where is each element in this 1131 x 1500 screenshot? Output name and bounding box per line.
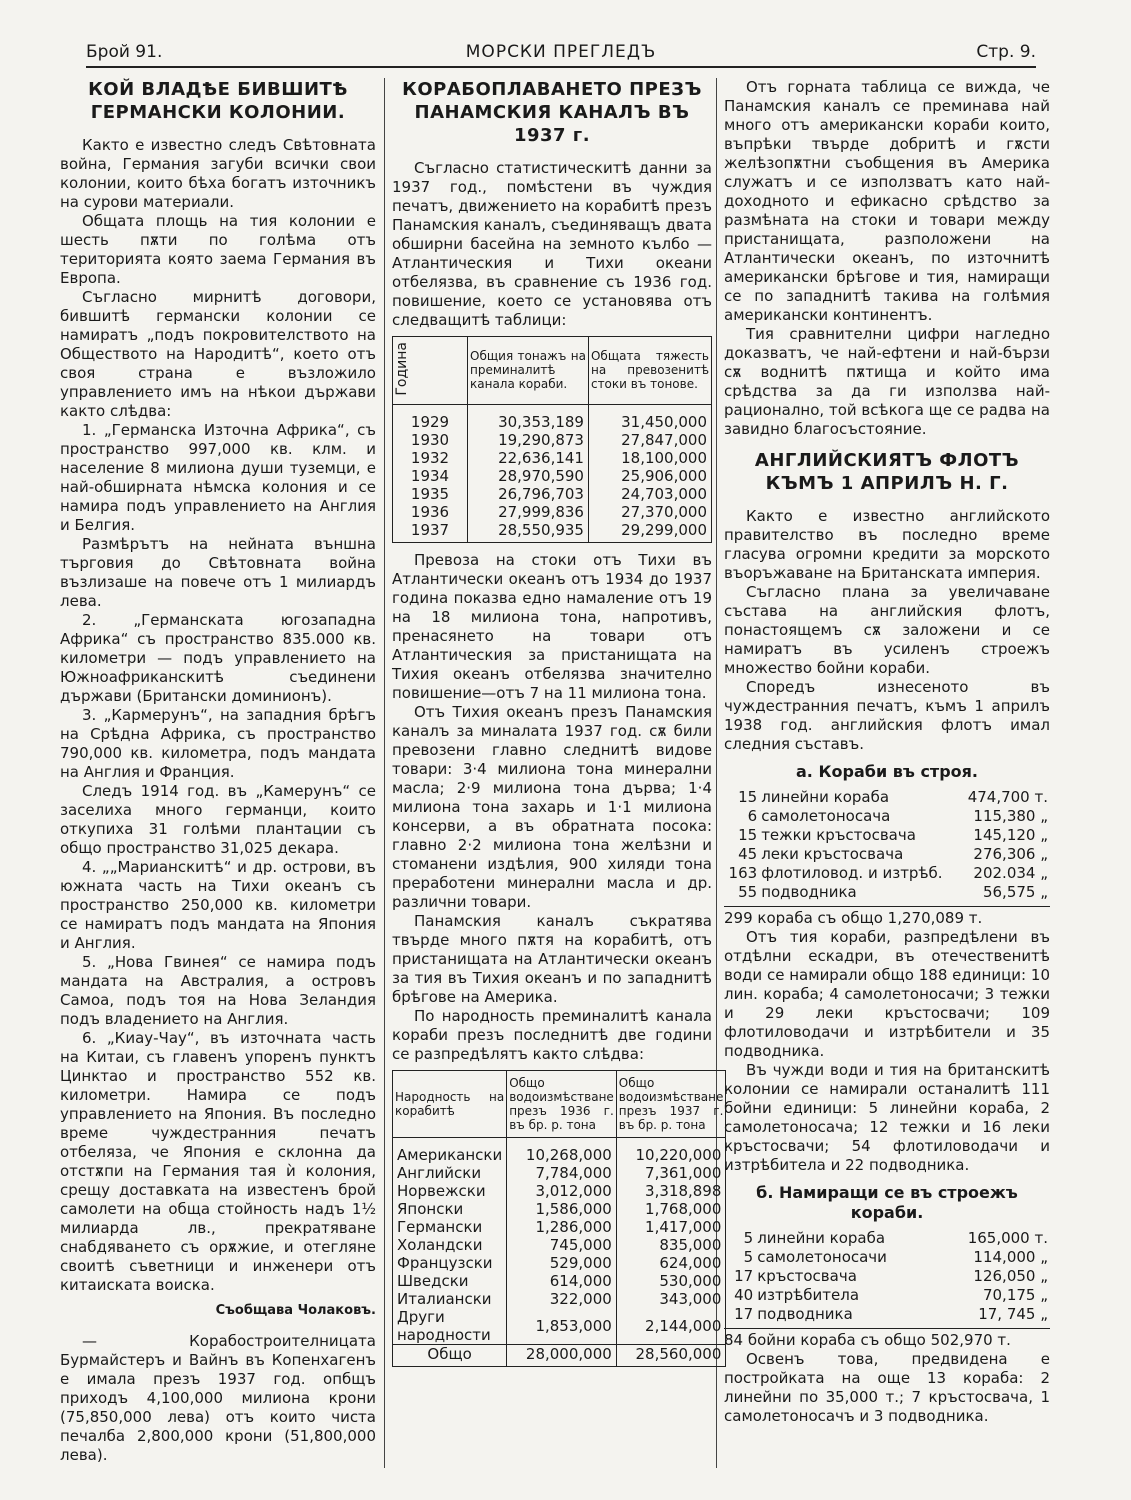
table-row [393, 485, 712, 503]
paragraph: Панамския каналъ съкратява твърде много пѫтя на корабитѣ, отъ пристанищата на Атлантически океанъ за тия въ Тихия океанъ и по западнитѣ брѣгове на Америка. [392, 911, 712, 1006]
table-cell: 165,000 т. [967, 1229, 1048, 1247]
table-cell: 17 [734, 1305, 754, 1323]
shipyard-note: — Корабостроителницата Бурмайстеръ и Вайнъ въ Копенхагенъ е имала презъ 1937 год. опбщъ приходъ 4,100,000 милиона крони (75,850,000 лева) отъ които чиста печалба 2,800,000 крони (51,800,000 лева). [60, 1332, 376, 1464]
table-cell: 19,290,873 [468, 431, 589, 449]
table-cell: 1930 [393, 431, 468, 449]
table-cell: 624,000 [616, 1254, 726, 1272]
table-header: Година [393, 337, 468, 405]
paragraph: Отъ тия кораби, разпредѣлени въ отдѣлни ескадри, въ отечественитѣ води се намирали общо 188 единици: 10 лин. кораба; 4 самолетоносачи; 3 тежки и 29 леки кръстосвачи; 109 флотиловодачи и изтрѣбители и 35 подводника. [724, 928, 1050, 1060]
table-cell: 835,000 [616, 1236, 726, 1254]
paragraph: Споредъ изнесеното въ чуждестранния печатъ, къмъ 1 априлъ 1938 год. английския флотъ имал следния съставъ. [724, 678, 1050, 753]
table-cell: 15 [738, 788, 758, 806]
fleet-row [724, 883, 1050, 902]
table-header: Общия тонажъ на преминалитѣ канала кораби. [468, 337, 589, 405]
column-colonies [60, 78, 376, 1465]
table-cell: 31,450,000 [588, 404, 711, 431]
table-cell: Японски [393, 1200, 507, 1218]
table-cell: тежки кръстосвача [761, 826, 916, 844]
table-cell: 22,636,141 [468, 449, 589, 467]
table-cell: изтрѣбитела [757, 1286, 860, 1304]
paragraph: 6. „Киау-Чау“, въ източната часть на Китаи, съ главенъ упоренъ пунктъ Цинктао и пространство 552 кв. километри. Намира се подъ управлението на Япония. Въ последно време чуждестранния печатъ отбеляза, че Япония е склонна да отстѫпи на Германия тая ѝ колония, срещу доставката на известенъ брой самолети на обща стойность надъ 1½ милиарда лв., прекратяване снабдяването съ орѫжие, и отегляне своитѣ съветници и инженери отъ китаиската воиска. [60, 1029, 376, 1294]
paragraph: Тия сравнителни цифри нагледно доказватъ, че най-ефтени и най-бързи сѫ воднитѣ пѫтища и който има срѣдства за да ги използва най-рационално, той всѣкога ще се радва на завидно благосъстояние. [724, 325, 1050, 438]
table-cell: 7,361,000 [616, 1164, 726, 1182]
section-heading: а. Кораби въ строя. [796, 762, 978, 781]
table-row [393, 449, 712, 467]
table-cell: Шведски [393, 1272, 507, 1290]
table-cell: 3,318,898 [616, 1182, 726, 1200]
table-cell: 474,700 т. [967, 788, 1048, 806]
table-cell: подводника [757, 1305, 853, 1323]
table-cell: 1,586,000 [507, 1200, 617, 1218]
paragraph: 1. „Германска Източна Африка“, съ пространство 997,000 кв. клм. и население 8 милиона души туземци, е най-обширната нѣмска колония и се намира подъ управлението на Англия и Белгия. [60, 421, 376, 534]
table-cell: 15 [738, 826, 758, 844]
table-cell: 18,100,000 [588, 449, 711, 467]
table-row [393, 1182, 726, 1200]
table-row [393, 1290, 726, 1308]
table-cell: самолетоносачи [757, 1248, 887, 1266]
paragraph: 2. „Германската югозападна Африка“ съ пространство 835.000 кв. километри — подъ управлението на Южноафриканскитѣ съединени държави (Британски доминионъ). [60, 611, 376, 705]
table-header: Общо водоизмѣстване презъ 1937 г. въ бр. р. тона [616, 1070, 726, 1137]
table-cell: 28,000,000 [507, 1344, 617, 1366]
table-cell: 27,370,000 [588, 503, 711, 521]
table-cell: 530,000 [616, 1272, 726, 1290]
table-cell: 27,847,000 [588, 431, 711, 449]
table-cell: 28,970,590 [468, 467, 589, 485]
table-cell: 1937 [393, 521, 468, 543]
table-row [393, 1218, 726, 1236]
table-row [393, 467, 712, 485]
table-cell: 10,220,000 [616, 1137, 726, 1164]
fleet-building-total: 84 бойни кораба съ общо 502,970 т. [724, 1328, 1050, 1350]
table-cell: 614,000 [507, 1272, 617, 1290]
paragraph: Следъ 1914 год. въ „Камерунъ“ се заселиха много германци, които откупиха 31 голѣми плантации съ общо пространство 31,025 декара. [60, 782, 376, 857]
article-title: КОЙ ВЛАДѢЕ БИВШИТѢ ГЕРМАНСКИ КОЛОНИИ. [88, 79, 348, 123]
table-cell: 45 [738, 845, 758, 863]
table-cell: 145,120 „ [973, 826, 1048, 844]
page-header [86, 36, 1036, 68]
table-cell: 29,299,000 [588, 521, 711, 543]
article-signature: Съобщава Чолаковъ. [215, 1303, 376, 1318]
final-paragraph: Освенъ това, предвидена е постройката на още 13 кораба: 2 линейни по 35,000 т.; 7 кръстосвача, 1 самолетоносачъ и 3 подводника. [724, 1350, 1050, 1425]
paragraph: Както е известно следъ Свѣтовната война, Германия загуби всички свои колонии, които бѣха богатъ източникъ на сурови материали. [60, 136, 376, 211]
journal-title: МОРСКИ ПРЕГЛЕДЪ [465, 42, 657, 62]
article-title: КОРАБОПЛАВАНЕТО ПРЕЗЪ ПАНАМСКИЯ КАНАЛЪ ВЪ 1937 г. [402, 79, 702, 146]
tonnage-table [392, 336, 712, 543]
table-header: Общата тяжесть на превозенитѣ стоки въ тонове. [588, 337, 711, 405]
fleet-row [724, 1248, 1050, 1267]
table-cell: 10,268,000 [507, 1137, 617, 1164]
table-cell: 126,050 „ [973, 1267, 1048, 1285]
table-cell: 40 [734, 1286, 754, 1304]
fleet-active-table [724, 788, 1050, 902]
table-cell: флотиловод. и изтрѣб. [761, 864, 943, 882]
paragraph: 3. „Кармерунъ“, на западния брѣгъ на Срѣдна Африка, съ пространство 790,000 кв. километра, подъ мандата на Англия и Франция. [60, 706, 376, 781]
paragraph: Превоза на стоки отъ Тихи въ Атлантически океанъ отъ 1934 до 1937 година показва едно намаление отъ 19 на 18 милиона тона, напротивъ, пренасянето на товари отъ Атлантическия за пристанищата на Тихия океанъ отбелязва значително повишение—отъ 7 на 11 милиона тона. [392, 550, 712, 702]
table-cell: 17, 745 „ [978, 1305, 1048, 1323]
table-cell: Английски [393, 1164, 507, 1182]
table-row [393, 1200, 726, 1218]
fleet-row [724, 1305, 1050, 1324]
table-cell: 115,380 „ [973, 807, 1048, 825]
table-cell: 1,768,000 [616, 1200, 726, 1218]
table-cell: 25,906,000 [588, 467, 711, 485]
table-row [393, 521, 712, 543]
table-cell: Други народности [393, 1308, 507, 1345]
paragraph: Както е известно английското правителство въ последно време гласува огромни кредити за морското въоръжаване на Британската империя. [724, 507, 1050, 582]
section-heading: б. Намиращи се въ строежъ кораби. [756, 1183, 1018, 1222]
table-row [393, 503, 712, 521]
table-cell: кръстосвача [757, 1267, 857, 1285]
table-cell: 163 [728, 864, 758, 882]
table-cell: 70,175 „ [982, 1286, 1048, 1304]
table-header: Народность на корабитѣ [393, 1070, 507, 1137]
table-cell: 2,144,000 [616, 1308, 726, 1345]
fleet-row [724, 864, 1050, 883]
table-cell: 343,000 [616, 1290, 726, 1308]
paragraph: 5. „Нова Гвинея“ се намира подъ мандата на Австралия, а островъ Самоа, подъ тоя на Нова Зеландия подъ владението на Англия. [60, 953, 376, 1028]
table-cell: 1,853,000 [507, 1308, 617, 1345]
table-cell: 529,000 [507, 1254, 617, 1272]
column-panama [392, 78, 724, 1375]
table-row [393, 1137, 726, 1164]
table-cell: 6 [747, 807, 758, 825]
table-cell: 3,012,000 [507, 1182, 617, 1200]
fleet-active-total: 299 кораба съ общо 1,270,089 т. [724, 906, 1050, 928]
table-cell: 26,796,703 [468, 485, 589, 503]
table-cell: Италиански [393, 1290, 507, 1308]
table-row [393, 431, 712, 449]
table-cell: 114,000 „ [973, 1248, 1048, 1266]
table-cell: 1932 [393, 449, 468, 467]
table-cell: Французски [393, 1254, 507, 1272]
fleet-building-table [724, 1229, 1050, 1324]
table-cell: 322,000 [507, 1290, 617, 1308]
fleet-row [724, 807, 1050, 826]
fleet-row [724, 1229, 1050, 1248]
paragraph: Размѣрътъ на нейната външна търговия до Свѣтовната война възлизаше на повече отъ 1 милиардъ лева. [60, 535, 376, 610]
table-cell: 1935 [393, 485, 468, 503]
table-cell: 1,286,000 [507, 1218, 617, 1236]
fleet-row [724, 1267, 1050, 1286]
table-cell: 202.034 „ [973, 864, 1048, 882]
table-cell: линейни кораба [761, 788, 890, 806]
column-fleet [724, 78, 1050, 1426]
paragraph: По народность преминалитѣ канала кораби презъ последнитѣ две години се разпредѣлятъ както слѣдва: [392, 1006, 712, 1063]
table-cell: линейни кораба [757, 1229, 886, 1247]
article-title: АНГЛИЙСКИЯТЪ ФЛОТЪ КЪМЪ 1 АПРИЛЪ Н. Г. [754, 450, 1020, 494]
paragraph: Съгласно плана за увеличаване състава на английския флотъ, понастоящемъ сѫ заложени и се намиратъ въ усиленъ строежъ множество бойни кораби. [724, 583, 1050, 677]
fleet-row [724, 826, 1050, 845]
table-cell: 1,417,000 [616, 1218, 726, 1236]
table-cell: 1934 [393, 467, 468, 485]
paragraph: Общата площь на тия колонии е шесть пѫти по голѣма отъ територията която заема Германия въ Европа. [60, 212, 376, 287]
table-cell: подводника [761, 883, 857, 901]
table-cell: Американски [393, 1137, 507, 1164]
table-cell: 28,550,935 [468, 521, 589, 543]
table-cell: Германски [393, 1218, 507, 1236]
table-cell: 1936 [393, 503, 468, 521]
table-row [393, 1236, 726, 1254]
paragraph: Съгласно мирнитѣ договори, бившитѣ германски колонии се намиратъ „подъ покровителството на Обществото на Народитѣ“, което отъ своя страна е възложило управлението имъ на нѣкои държави както слѣдва: [60, 288, 376, 420]
table-cell: 5 [743, 1248, 754, 1266]
table-row [393, 1254, 726, 1272]
table-cell: леки кръстосвача [761, 845, 904, 863]
table-cell: Холандски [393, 1236, 507, 1254]
table-cell: Общо [393, 1344, 507, 1366]
fleet-row [724, 788, 1050, 807]
table-row [393, 404, 712, 431]
column-rule [384, 78, 385, 1468]
table-cell: 27,999,836 [468, 503, 589, 521]
article-intro: Съгласно статистическитѣ данни за 1937 год., помѣстени въ чуждия печатъ, движението на корабитѣ презъ Панамския каналъ, съединяващъ двата обширни басейна на земното кълбо — Атлантическия и Тихи океани отбелязва, въ сравнение съ 1936 год. повишение, което се установява отъ следващитѣ таблици: [392, 159, 712, 329]
table-row [393, 1308, 726, 1345]
issue-number: Брой 91. [86, 42, 163, 62]
table-cell: 56,575 „ [982, 883, 1048, 901]
table-cell: 28,560,000 [616, 1344, 726, 1366]
table-cell: Норвежски [393, 1182, 507, 1200]
fleet-row [724, 845, 1050, 864]
table-cell: 7,784,000 [507, 1164, 617, 1182]
table-cell: 745,000 [507, 1236, 617, 1254]
table-cell: 24,703,000 [588, 485, 711, 503]
table-cell: 30,353,189 [468, 404, 589, 431]
paragraph: Отъ Тихия океанъ презъ Панамския каналъ за миналата 1937 год. сѫ били превозени главно следнитѣ видове товари: 3·4 милиона тона минерални масла; 2·9 милиона тона дърва; 1·4 милиона тона захарь и 1·1 милиона консерви, а въ обратната посока: главно 2·2 милиона тона желѣзни и стоманени издѣлия, 900 хиляди тона преработени минерални масла и др. различни товари. [392, 702, 712, 911]
page-number: Стр. 9. [976, 42, 1036, 62]
table-total-row [393, 1344, 726, 1366]
nationality-table [392, 1070, 726, 1367]
table-header: Общо водоизмѣстване презъ 1936 г. въ бр. р. тона [507, 1070, 617, 1137]
table-cell: 276,306 „ [973, 845, 1048, 863]
table-cell: 5 [743, 1229, 754, 1247]
table-row [393, 1164, 726, 1182]
paragraph: 4. „„Марианскитѣ“ и др. острови, въ южната часть на Тихи океанъ съ пространство 250,000 кв. километри се намиратъ подъ мандата на Япония и Англия. [60, 858, 376, 952]
paragraph: Въ чужди води и тия на британскитѣ колонии се намирали останалитѣ 111 бойни единици: 5 линейни кораба, 2 самолетоносача; 12 тежки и 16 леки кръстосвачи; 54 флотиловодачи и изтрѣбитела и 22 подводника. [724, 1061, 1050, 1174]
fleet-row [724, 1286, 1050, 1305]
paragraph: Отъ горната таблица се вижда, че Панамския каналъ се преминава най много отъ американски кораби които, въпрѣки твърде добритѣ и гѫсти желѣзопѫтни съобщения въ Америка служатъ и се използватъ като най-доходното и ефикасно срѣдство за размѣната на стоки и товари между пристанищата, разположени на Атлантически океанъ, по източнитѣ американски брѣгове и тия, намиращи се по западнитѣ такива на голѣмия американски континентъ. [724, 78, 1050, 324]
table-cell: самолетоносача [761, 807, 891, 825]
table-row [393, 1272, 726, 1290]
table-cell: 17 [734, 1267, 754, 1285]
table-cell: 1929 [393, 404, 468, 431]
table-cell: 55 [738, 883, 758, 901]
